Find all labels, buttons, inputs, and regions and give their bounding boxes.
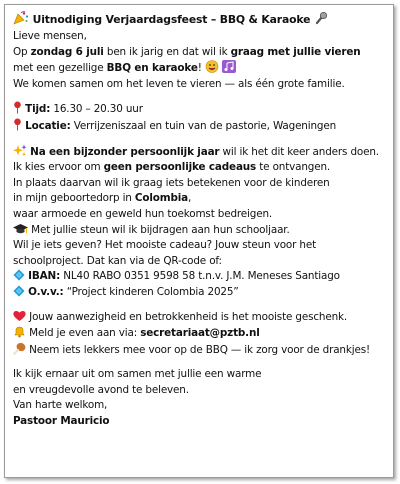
location-line: Locatie: Verrijzeniszaal en tuin van de pastorie, Wageningen bbox=[13, 118, 387, 135]
round-pushpin-icon bbox=[13, 118, 22, 131]
microphone-icon bbox=[314, 11, 328, 25]
closing-line-2: en vreugdevolle avond te beleven. bbox=[13, 383, 189, 396]
time-line: Tijd: 16.30 – 20.30 uur bbox=[13, 101, 387, 118]
red-heart-icon bbox=[13, 310, 26, 322]
closing-line-3: Van harte welkom, bbox=[13, 399, 108, 412]
signature: Pastoor Mauricio bbox=[13, 415, 110, 428]
greeting: Lieve mensen, bbox=[13, 30, 87, 42]
invitation-card bbox=[4, 4, 394, 478]
gift-line-2: Ik kies ervoor om geen persoonlijke cadeaus te ontvangen. bbox=[13, 161, 331, 174]
gift-line-1: Na een bijzonder persoonlijk jaar wil ik het dit keer anders doen. bbox=[13, 144, 387, 161]
blue-diamond-icon bbox=[13, 269, 25, 281]
ovv-line: O.v.v.: “Project kinderen Colombia 2025” bbox=[13, 285, 387, 301]
graduation-cap-icon bbox=[13, 223, 28, 235]
rsvp-line-1: Jouw aanwezigheid en betrokkenheid is het mooiste geschenk. bbox=[13, 310, 387, 326]
title-line bbox=[13, 11, 387, 28]
poultry-leg-icon bbox=[13, 342, 26, 355]
intro-line-2: Op zondag 6 juli ben ik jarig en dat wil ik graag met jullie vieren bbox=[13, 45, 361, 58]
gift-line-8: schoolproject. Dat kan via de QR-code of: bbox=[13, 254, 222, 267]
round-pushpin-icon bbox=[13, 101, 22, 114]
intro-line-4: We komen samen om het leven te vieren — als één grote familie. bbox=[13, 77, 345, 90]
gift-line-5: waar armoede en geweld hun toekomst bedreigen. bbox=[13, 207, 273, 220]
page-title: Uitnodiging Verjaardagsfeest – BBQ & Karaoke bbox=[32, 13, 311, 26]
intro-line-3: met een gezellige BBQ en karaoke! bbox=[13, 60, 387, 77]
iban-line: IBAN: NL40 RABO 0351 9598 58 t.n.v. J.M. Meneses Santiago bbox=[13, 269, 387, 285]
party-popper-icon bbox=[13, 11, 29, 25]
music-notes-icon bbox=[222, 60, 236, 73]
gift-line-4: in mijn geboortedorp in Colombia, bbox=[13, 192, 192, 205]
gift-line-3: In plaats daarvan wil ik graag iets betekenen voor de kinderen bbox=[13, 176, 330, 189]
email-address: secretariaat@pztb.nl bbox=[140, 327, 260, 340]
sparkles-icon bbox=[13, 144, 27, 157]
blue-diamond-icon bbox=[13, 285, 25, 297]
rsvp-line-3: Neem iets lekkers mee voor op de BBQ — ik zorg voor de drankjes! bbox=[13, 342, 387, 359]
bell-icon bbox=[13, 325, 26, 338]
closing-line-1: Ik kijk ernaar uit om samen met jullie een warme bbox=[13, 368, 262, 381]
rsvp-line-2: Meld je even aan via: secretariaat@pztb.nl bbox=[13, 325, 387, 342]
gift-line-7: Wil je iets geven? Het mooiste cadeau? Jouw steun voor het bbox=[13, 239, 316, 252]
gift-line-6: Met jullie steun wil ik bijdragen aan hun schooljaar. bbox=[13, 223, 387, 239]
food-emoji-icon bbox=[205, 60, 219, 73]
